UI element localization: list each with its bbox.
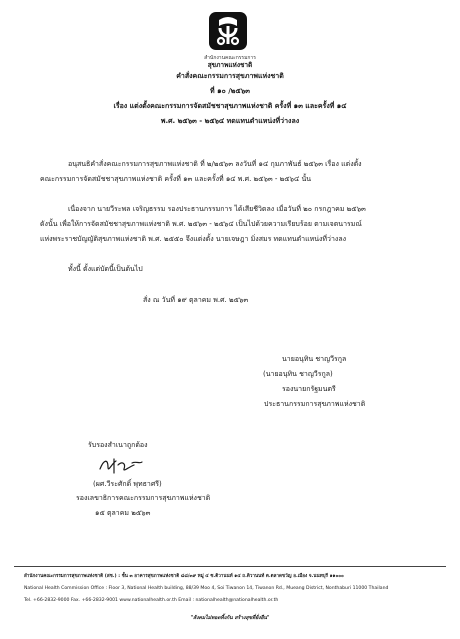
logo-subtitle: สำนักงานคณะกรรมการ (204, 55, 256, 61)
paragraph-1-line-2: คณะกรรมการจัดสมัชชาสุขภาพแห่งชาติ ครั้งที่ ๑๓ และครั้งที่ ๑๔ พ.ศ. ๒๕๖๓ - ๒๕๖๔ นั้น (40, 175, 312, 183)
subject-line-1: เรื่อง แต่งตั้งคณะกรรมการจัดสมัชชาสุขภาพแห่งชาติ ครั้งที่ ๑๓ และครั้งที่ ๑๔ (113, 102, 347, 110)
order-date: สั่ง ณ วันที่ ๑๙ ตุลาคม พ.ศ. ๒๕๖๓ (143, 296, 249, 304)
signatory-name: นายอนุทิน ชาญวีรกูล (282, 355, 347, 363)
order-title: คำสั่งคณะกรรมการสุขภาพแห่งชาติ (176, 72, 284, 80)
certification-position: รองเลขาธิการคณะกรรมการสุขภาพแห่งชาติ (76, 494, 211, 502)
subject-line-2: พ.ศ. ๒๕๖๓ - ๒๕๖๔ ทดแทนตำแหน่งที่ว่างลง (160, 117, 300, 125)
footer-contact: Tel. +66-2832-9000 Fax. +66-2832-9001 www.nationalhealth.or.th Email : nationalhealth@nationalhealth.or.th (24, 598, 279, 603)
signatory-position-2: ประธานกรรมการสุขภาพแห่งชาติ (264, 400, 366, 408)
footer-address-thai: สำนักงานคณะกรรมการสุขภาพแห่งชาติ (สช.) : ชั้น ๓ อาคารสุขภาพแห่งชาติ ๘๘/๓๙ หมู่ ๔ ซ.ติวานนท์ ๑๔ ถ.ติวานนท์ ต.ตลาดขวัญ อ.เมือง จ.นนทบุรี ๑๑๐๐๐ (24, 574, 344, 579)
footer-address-english: National Health Commission Office : Floor 3, National Health building, 88/39 Moo 4, Soi Tiwanon 14, Tiwanon Rd., Mueang District, Nonthaburi 11000 Thailand (24, 586, 389, 591)
paragraph-2-line-3: แห่งพระราชบัญญัติสุขภาพแห่งชาติ พ.ศ. ๒๕๕๐ จึงแต่งตั้ง นายเจษฎา มิ่งสมร ทดแทนตำแหน่งที่ว่างลง (40, 235, 347, 243)
handwritten-signature-icon (96, 455, 146, 477)
certification-label: รับรองสำเนาถูกต้อง (88, 441, 148, 449)
signatory-name-parenthetical: (นายอนุทิน ชาญวีรกูล) (263, 370, 333, 378)
signatory-position-1: รองนายกรัฐมนตรี (282, 385, 336, 393)
paragraph-2-line-2: ดังนั้น เพื่อให้การจัดสมัชชาสุขภาพแห่งชาติ พ.ศ. ๒๕๖๓ - ๒๕๖๔ เป็นไปด้วยความเรียบร้อย ตามเจตนารมณ์ (40, 220, 362, 228)
order-number: ที่ ๑๐ /๒๕๖๓ (210, 87, 250, 95)
footer-divider (14, 566, 446, 567)
footer-slogan: "สังคมไม่ทอดทิ้งกัน สร้างสุขที่ยั่งยืน" (190, 615, 270, 621)
paragraph-3: ทั้งนี้ ตั้งแต่บัดนี้เป็นต้นไป (68, 265, 143, 273)
certification-date: ๑๕ ตุลาคม ๒๕๖๓ (95, 509, 151, 517)
logo-name: สุขภาพแห่งชาติ (207, 61, 253, 69)
paragraph-1-line-1: อนุสนธิคำสั่งคณะกรรมการสุขภาพแห่งชาติ ที่ ๒/๒๕๖๓ ลงวันที่ ๑๔ กุมภาพันธ์ ๒๕๖๓ เรื่อง แต่งตั้ง (68, 160, 362, 168)
national-health-commission-emblem-icon (205, 8, 251, 54)
certification-name: (ผศ.วีระศักดิ์ พุทธาศรี) (93, 480, 162, 488)
paragraph-2-line-1: เนื่องจาก นายวีระพล เจริญธรรม รองประธานกรรมการ ได้เสียชีวิตลง เมื่อวันที่ ๒๐ กรกฎาคม ๒๕๖๓ (68, 205, 366, 213)
